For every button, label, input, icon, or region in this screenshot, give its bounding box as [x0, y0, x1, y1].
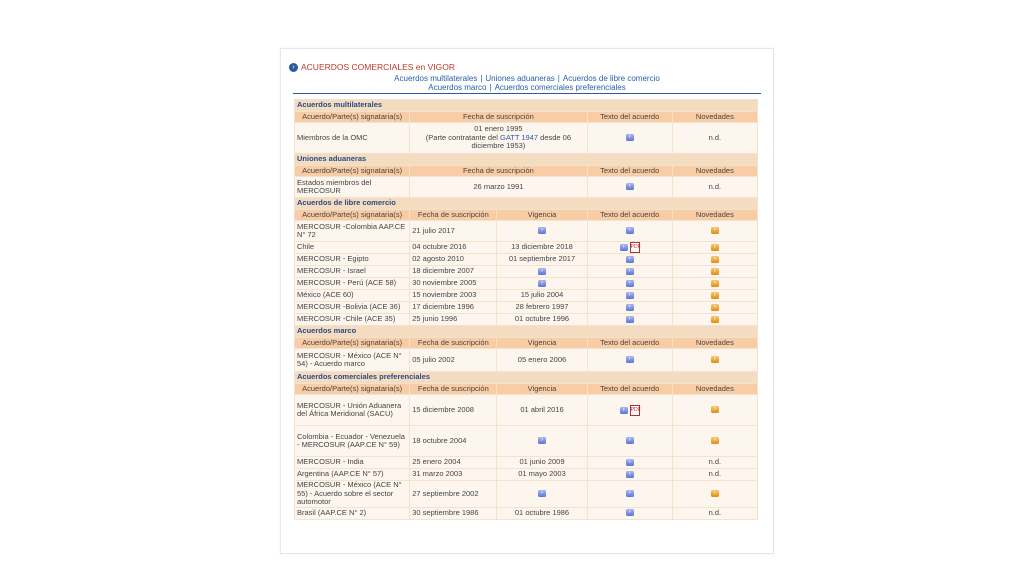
section-row	[295, 372, 757, 383]
col-header-news: Novedades	[673, 210, 757, 220]
news-arrow-icon[interactable]: ›	[711, 356, 719, 363]
party-cell: Estados miembros del MERCOSUR	[295, 177, 409, 197]
table-row	[295, 426, 757, 456]
table-row	[295, 349, 757, 371]
vigencia-cell: 01 septiembre 2017	[497, 254, 586, 265]
date-cell: 04 octubre 2016	[410, 242, 496, 253]
table-row	[295, 123, 757, 153]
news-cell	[673, 481, 757, 507]
document-arrow-icon[interactable]: ›	[626, 509, 634, 516]
section-title: Acuerdos marco	[295, 326, 757, 337]
document-arrow-icon[interactable]: ›	[620, 244, 628, 251]
document-arrow-icon[interactable]: ›	[626, 490, 634, 497]
panel-title-main: ACUERDOS COMERCIALES	[301, 62, 414, 72]
party-cell: MERCOSUR - México (ACE N° 54) - Acuerdo marco	[295, 349, 409, 371]
vigencia-cell: 28 febrero 1997	[497, 302, 586, 313]
news-cell: n.d.	[673, 469, 757, 480]
news-arrow-icon[interactable]: ›	[711, 280, 719, 287]
text-cell	[588, 469, 672, 480]
table-row	[295, 242, 757, 253]
news-arrow-icon[interactable]: ›	[711, 244, 719, 251]
date-cell: 30 noviembre 2005	[410, 278, 496, 289]
section-nav-row-1	[281, 74, 773, 83]
agreements-panel	[280, 48, 774, 554]
news-arrow-icon[interactable]: ›	[711, 406, 719, 413]
document-arrow-icon[interactable]: ›	[538, 280, 546, 287]
col-header-text: Texto del acuerdo	[588, 112, 672, 122]
vigencia-cell	[497, 221, 586, 241]
party-cell: MERCOSUR - Egipto	[295, 254, 409, 265]
news-cell	[673, 290, 757, 301]
date-cell: 18 octubre 2004	[410, 426, 496, 456]
news-arrow-icon[interactable]: ›	[711, 316, 719, 323]
table-row	[295, 254, 757, 265]
section-row	[295, 154, 757, 165]
table-row	[295, 469, 757, 480]
document-arrow-icon[interactable]: ›	[626, 134, 634, 141]
col-header-news: Novedades	[673, 166, 757, 176]
document-arrow-icon[interactable]: ›	[538, 490, 546, 497]
news-cell: n.d.	[673, 508, 757, 519]
vigencia-cell	[497, 278, 586, 289]
party-cell: MERCOSUR - Perú (ACE 58)	[295, 278, 409, 289]
arrow-bullet-icon: ›	[289, 63, 298, 72]
document-arrow-icon[interactable]: ›	[626, 256, 634, 263]
document-arrow-icon[interactable]: ›	[626, 268, 634, 275]
nav-divider	[293, 93, 761, 94]
date-line: 01 enero 1995	[474, 124, 523, 134]
date-cell: 15 noviembre 2003	[410, 290, 496, 301]
pdf-icon[interactable]: PDF	[630, 405, 640, 416]
document-arrow-icon[interactable]: ›	[620, 407, 628, 414]
section-row	[295, 198, 757, 209]
header-row	[295, 112, 757, 122]
date-cell: 26 marzo 1991	[410, 177, 586, 197]
col-header-party: Acuerdo/Parte(s) signataria(s)	[295, 112, 409, 122]
section-row	[295, 100, 757, 111]
nav-separator: |	[557, 74, 560, 83]
col-header-date: Fecha de suscripción	[410, 210, 496, 220]
document-arrow-icon[interactable]: ›	[538, 437, 546, 444]
date-cell: 05 julio 2002	[410, 349, 496, 371]
party-cell: Colombia - Ecuador - Venezuela - MERCOSUR (AAP.CE N° 59)	[295, 426, 409, 456]
party-cell: MERCOSUR - México (ACE N° 55) - Acuerdo sobre el sector automotor	[295, 481, 409, 507]
news-cell	[673, 426, 757, 456]
section-title: Acuerdos comerciales preferenciales	[295, 372, 757, 383]
col-header-date: Fecha de suscripción	[410, 112, 586, 122]
col-header-news: Novedades	[673, 384, 757, 394]
document-arrow-icon[interactable]: ›	[626, 280, 634, 287]
document-arrow-icon[interactable]: ›	[626, 304, 634, 311]
document-arrow-icon[interactable]: ›	[626, 227, 634, 234]
header-row	[295, 384, 757, 394]
news-arrow-icon[interactable]: ›	[711, 437, 719, 444]
section-title: Uniones aduaneras	[295, 154, 757, 165]
table-row	[295, 278, 757, 289]
party-cell: MERCOSUR -Colombia AAP.CE N° 72	[295, 221, 409, 241]
col-header-party: Acuerdo/Parte(s) signataria(s)	[295, 384, 409, 394]
text-cell	[588, 508, 672, 519]
party-cell: Brasil (AAP.CE N° 2)	[295, 508, 409, 519]
col-header-vigencia: Vigencia	[497, 210, 586, 220]
text-cell	[588, 221, 672, 241]
col-header-text: Texto del acuerdo	[588, 210, 672, 220]
text-cell	[588, 266, 672, 277]
text-cell	[588, 254, 672, 265]
vigencia-cell: 13 diciembre 2018	[497, 242, 586, 253]
news-cell	[673, 302, 757, 313]
text-cell	[588, 290, 672, 301]
date-cell: 02 agosto 2010	[410, 254, 496, 265]
news-cell: n.d.	[673, 123, 757, 153]
date-line: diciembre 1953)	[471, 141, 526, 151]
col-header-party: Acuerdo/Parte(s) signataria(s)	[295, 166, 409, 176]
vigencia-cell: 01 mayo 2003	[497, 469, 586, 480]
document-arrow-icon[interactable]: ›	[626, 459, 634, 466]
news-arrow-icon[interactable]: ›	[711, 490, 719, 497]
text-cell	[588, 278, 672, 289]
agreements-table	[294, 99, 758, 520]
text-cell	[588, 242, 672, 253]
vigencia-cell: 01 abril 2016	[497, 395, 586, 425]
table-row	[295, 457, 757, 468]
table-row	[295, 266, 757, 277]
section-nav-row-2	[281, 83, 773, 92]
party-cell: México (ACE 60)	[295, 290, 409, 301]
panel-title	[289, 62, 455, 72]
pdf-icon[interactable]: PDF	[630, 242, 640, 253]
text-cell	[588, 314, 672, 325]
date-cell: 25 enero 2004	[410, 457, 496, 468]
date-cell: 30 septiembre 1986	[410, 508, 496, 519]
party-cell: MERCOSUR - India	[295, 457, 409, 468]
table-row	[295, 221, 757, 241]
news-cell	[673, 242, 757, 253]
col-header-date: Fecha de suscripción	[410, 166, 586, 176]
col-header-text: Texto del acuerdo	[588, 384, 672, 394]
vigencia-cell	[497, 426, 586, 456]
table-row	[295, 481, 757, 507]
date-cell: 27 septiembre 2002	[410, 481, 496, 507]
document-arrow-icon[interactable]: ›	[626, 437, 634, 444]
text-cell	[588, 349, 672, 371]
document-arrow-icon[interactable]: ›	[538, 227, 546, 234]
text-cell	[588, 426, 672, 456]
col-header-date: Fecha de suscripción	[410, 384, 496, 394]
col-header-text: Texto del acuerdo	[588, 166, 672, 176]
col-header-date: Fecha de suscripción	[410, 338, 496, 348]
party-cell: Argentina (AAP.CE N° 57)	[295, 469, 409, 480]
news-arrow-icon[interactable]: ›	[711, 268, 719, 275]
text-cell	[588, 481, 672, 507]
news-arrow-icon[interactable]: ›	[711, 256, 719, 263]
col-header-party: Acuerdo/Parte(s) signataria(s)	[295, 338, 409, 348]
header-row	[295, 166, 757, 176]
date-cell: 25 junio 1996	[410, 314, 496, 325]
table-row	[295, 177, 757, 197]
news-cell	[673, 254, 757, 265]
news-cell	[673, 395, 757, 425]
party-cell: MERCOSUR -Bolivia (ACE 36)	[295, 302, 409, 313]
col-header-text: Texto del acuerdo	[588, 338, 672, 348]
party-cell: MERCOSUR -Chile (ACE 35)	[295, 314, 409, 325]
text-cell	[588, 123, 672, 153]
date-cell: 21 julio 2017	[410, 221, 496, 241]
news-cell: n.d.	[673, 177, 757, 197]
document-arrow-icon[interactable]: ›	[626, 471, 634, 478]
vigencia-cell: 01 octubre 1996	[497, 314, 586, 325]
nav-link-multilaterales[interactable]: Acuerdos multilaterales	[394, 74, 478, 83]
vigencia-cell: 15 julio 2004	[497, 290, 586, 301]
col-header-vigencia: Vigencia	[497, 338, 586, 348]
nav-link-preferenciales[interactable]: Acuerdos comerciales preferenciales	[494, 83, 626, 92]
date-cell: 17 diciembre 1996	[410, 302, 496, 313]
nav-link-aduaneras[interactable]: Uniones aduaneras	[485, 74, 555, 83]
news-arrow-icon[interactable]: ›	[711, 292, 719, 299]
news-cell	[673, 349, 757, 371]
party-cell: Miembros de la OMC	[295, 123, 409, 153]
date-cell: 31 marzo 2003	[410, 469, 496, 480]
nav-link-marco[interactable]: Acuerdos marco	[428, 83, 487, 92]
news-cell	[673, 314, 757, 325]
news-arrow-icon[interactable]: ›	[711, 304, 719, 311]
document-arrow-icon[interactable]: ›	[538, 268, 546, 275]
vigencia-cell: 05 enero 2006	[497, 349, 586, 371]
table-row	[295, 395, 757, 425]
table-row	[295, 314, 757, 325]
table-row	[295, 508, 757, 519]
header-row	[295, 338, 757, 348]
date-cell	[410, 123, 586, 153]
document-arrow-icon[interactable]: ›	[626, 292, 634, 299]
table-row	[295, 290, 757, 301]
text-cell	[588, 457, 672, 468]
news-arrow-icon[interactable]: ›	[711, 227, 719, 234]
col-header-party: Acuerdo/Parte(s) signataria(s)	[295, 210, 409, 220]
document-arrow-icon[interactable]: ›	[626, 356, 634, 363]
document-arrow-icon[interactable]: ›	[626, 316, 634, 323]
news-cell	[673, 266, 757, 277]
section-title: Acuerdos de libre comercio	[295, 198, 757, 209]
date-cell: 18 diciembre 2007	[410, 266, 496, 277]
party-cell: Chile	[295, 242, 409, 253]
vigencia-cell	[497, 481, 586, 507]
document-arrow-icon[interactable]: ›	[626, 183, 634, 190]
col-header-news: Novedades	[673, 338, 757, 348]
nav-separator: |	[489, 83, 492, 92]
date-cell: 15 diciembre 2008	[410, 395, 496, 425]
gatt-link[interactable]: GATT 1947	[500, 132, 539, 142]
text-cell	[588, 395, 672, 425]
vigencia-cell: 01 octubre 1986	[497, 508, 586, 519]
party-cell: MERCOSUR - Unión Aduanera del África Meridional (SACU)	[295, 395, 409, 425]
news-cell	[673, 221, 757, 241]
news-cell	[673, 278, 757, 289]
nav-link-libre-comercio[interactable]: Acuerdos de libre comercio	[562, 74, 660, 83]
date-text: desde 06	[538, 132, 572, 142]
vigencia-cell: 01 junio 2009	[497, 457, 586, 468]
header-row	[295, 210, 757, 220]
nav-separator: |	[480, 74, 483, 83]
date-text: (Parte contratante del	[425, 132, 500, 142]
col-header-news: Novedades	[673, 112, 757, 122]
col-header-vigencia: Vigencia	[497, 384, 586, 394]
section-title: Acuerdos multilaterales	[295, 100, 757, 111]
text-cell	[588, 177, 672, 197]
text-cell	[588, 302, 672, 313]
news-cell: n.d.	[673, 457, 757, 468]
section-row	[295, 326, 757, 337]
panel-title-suffix: en VIGOR	[415, 62, 456, 72]
table-row	[295, 302, 757, 313]
party-cell: MERCOSUR - Israel	[295, 266, 409, 277]
vigencia-cell	[497, 266, 586, 277]
